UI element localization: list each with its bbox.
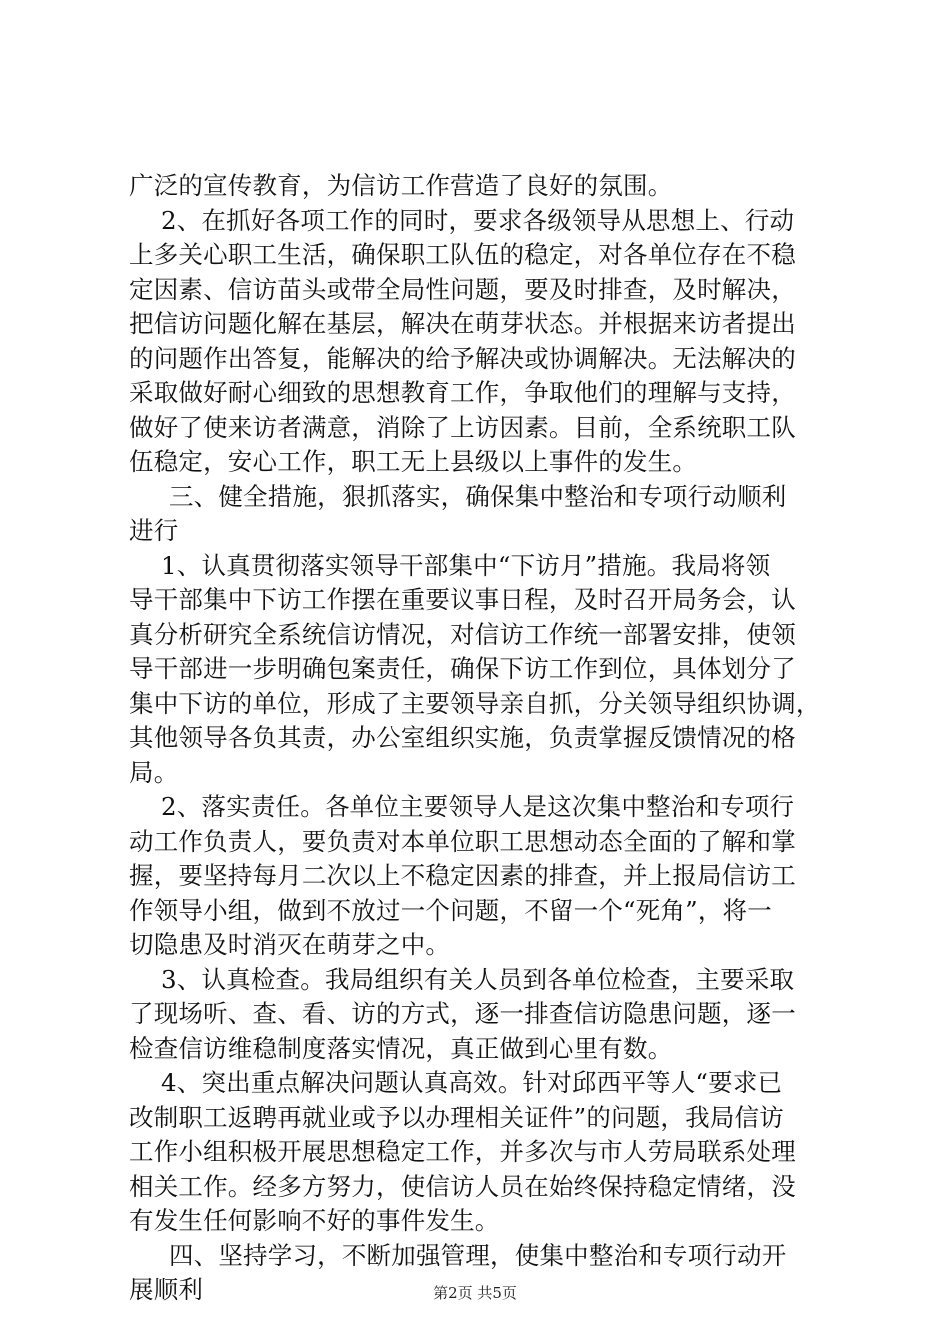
text-line: 伍稳定，安心工作，职工无上县级以上事件的发生。 xyxy=(129,447,698,476)
text-line: 其他领导各负其责，办公室组织实施，负责掌握反馈情况的格 xyxy=(129,723,796,752)
text-line: 4、突出重点解决问题认真高效。针对邱西平等人“要求已 xyxy=(129,1068,783,1097)
section-heading-line: 四、坚持学习，不断加强管理，使集中整治和专项行动开 xyxy=(129,1240,787,1270)
section-heading-line: 进行 xyxy=(129,516,179,545)
text-line: 导干部集中下访工作摆在重要议事日程，及时召开局务会，认 xyxy=(129,585,796,614)
text-line: 握，要坚持每月二次以上不稳定因素的排查，并上报局信访工 xyxy=(129,861,796,890)
text-line: 切隐患及时消灭在萌芽之中。 xyxy=(129,930,451,959)
section-heading-line: 展顺利 xyxy=(129,1275,204,1304)
document-body xyxy=(129,169,839,1308)
page-number-footer: 第2页 共5页 xyxy=(433,1284,517,1302)
text-line: 2、在抓好各项工作的同时，要求各级领导从思想上、行动 xyxy=(129,205,795,235)
text-line: 的问题作出答复，能解决的给予解决或协调解决。无法解决的 xyxy=(129,343,796,373)
text-line: 采取做好耐心细致的思想教育工作，争取他们的理解与支持， xyxy=(129,378,796,407)
section-heading-line: 三、健全措施，狠抓落实，确保集中整治和专项行动顺利 xyxy=(129,481,787,511)
text-line: 定因素、信访苗头或带全局性问题，要及时排查，及时解决， xyxy=(129,274,796,304)
text-line: 集中下访的单位，形成了主要领导亲自抓，分关领导组织协调， xyxy=(129,688,821,718)
text-line: 了现场听、查、看、访的方式，逐一排查信访隐患问题，逐一 xyxy=(129,999,796,1028)
text-line: 改制职工返聘再就业或予以办理相关证件”的问题，我局信访 xyxy=(129,1102,784,1132)
text-line: 动工作负责人，要负责对本单位职工思想动态全面的了解和掌 xyxy=(129,826,796,856)
text-line: 2、落实责任。各单位主要领导人是这次集中整治和专项行 xyxy=(129,792,795,821)
text-line: 3、认真检查。我局组织有关人员到各单位检查，主要采取 xyxy=(129,964,795,994)
text-line: 有发生任何影响不好的事件发生。 xyxy=(129,1206,500,1235)
text-line: 真分析研究全系统信访情况，对信访工作统一部署安排，使领 xyxy=(129,619,796,649)
text-line: 1、认真贯彻落实领导干部集中“下访月”措施。我局将领 xyxy=(129,550,771,580)
text-line: 导干部进一步明确包案责任，确保下访工作到位，具体划分了 xyxy=(129,654,796,683)
text-line: 把信访问题化解在基层，解决在萌芽状态。并根据来访者提出 xyxy=(129,309,796,338)
text-line: 广泛的宣传教育，为信访工作营造了良好的氛围。 xyxy=(129,171,673,200)
text-line: 工作小组积极开展思想稳定工作，并多次与市人劳局联系处理 xyxy=(129,1137,796,1166)
text-line: 相关工作。经多方努力，使信访人员在始终保持稳定情绪，没 xyxy=(129,1171,796,1201)
text-line: 做好了使来访者满意，消除了上访因素。目前，全系统职工队 xyxy=(129,412,796,442)
text-line: 检查信访维稳制度落实情况，真正做到心里有数。 xyxy=(129,1033,673,1063)
text-line: 局。 xyxy=(129,757,179,787)
text-line: 上多关心职工生活，确保职工队伍的稳定，对各单位存在不稳 xyxy=(129,240,796,269)
text-line: 作领导小组，做到不放过一个问题，不留一个“死角”，将一 xyxy=(129,895,772,925)
